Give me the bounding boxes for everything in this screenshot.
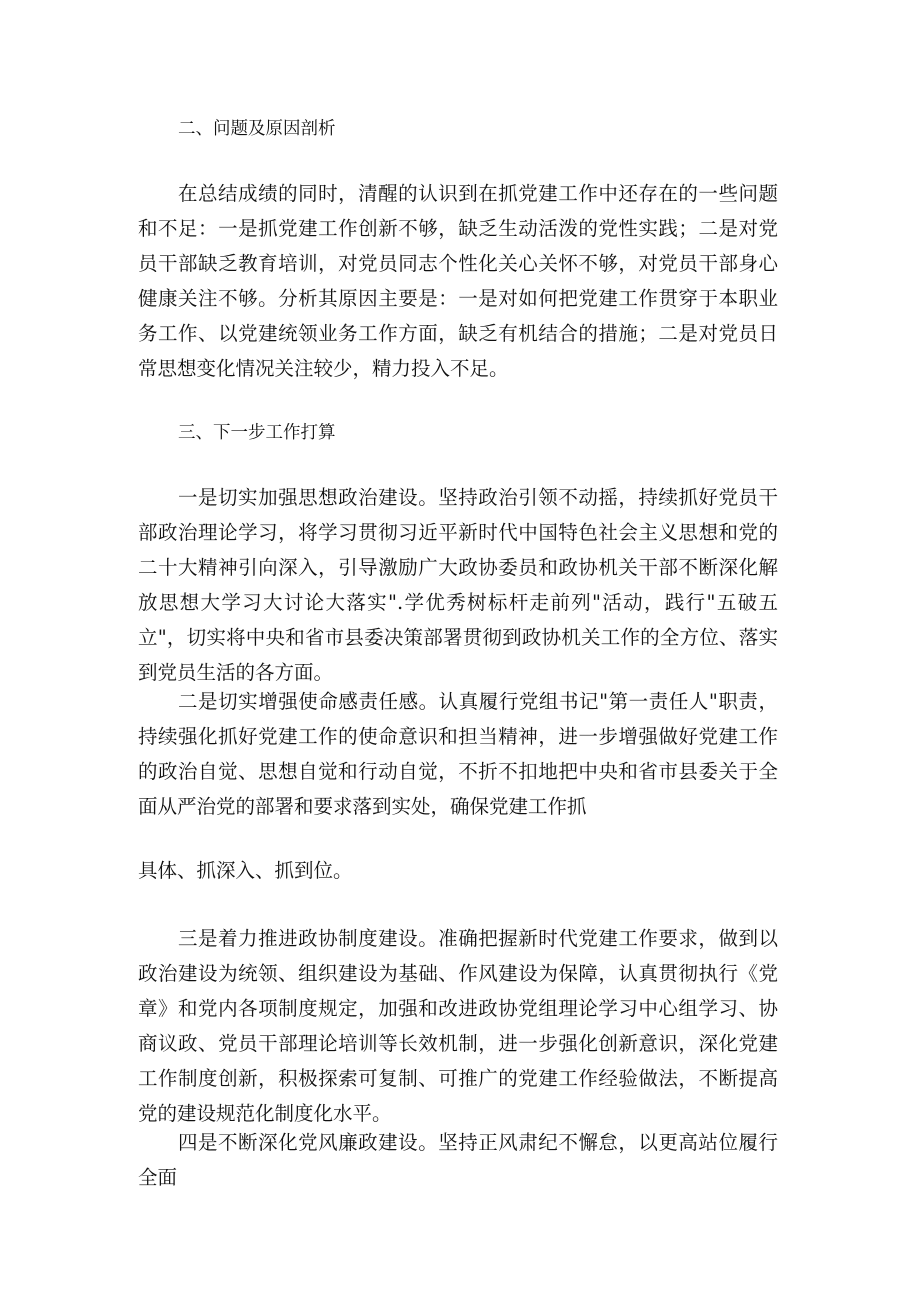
paragraph-responsibility-continued: 具体、抓深入、抓到位。 <box>138 859 353 882</box>
paragraph-responsibility: 二是切实增强使命感责任感。认真履行党组书记"第一责任人"职责，持续强化抓好党建工作的使命意识和担当精神，进一步增强做好党建工作的政治自觉、思想自觉和行动自觉，不折不扣地把中央和省市县委关于全面从严治党的部署和要求落到实处，确保党建工作抓 <box>138 690 778 818</box>
paragraph-ideological-building: 一是切实加强思想政治建设。坚持政治引领不动摇，持续抓好党员干部政治理论学习，将学习贯彻习近平新时代中国特色社会主义思想和党的二十大精神引向深入，引导激励广大政协委员和政协机关干部不断深化解放思想大学习大讨论大落实".学优秀树标杆走前列"活动，践行"五破五立"，切实将中央和省市县委决策部署贯彻到政协机关工作的全方位、落实到党员生活的各方面。 <box>138 486 778 684</box>
paragraph-problems-analysis: 在总结成绩的同时，清醒的认识到在抓党建工作中还存在的一些问题和不足：一是抓党建工作创新不够，缺乏生动活泼的党性实践；二是对党员干部缺乏教育培训，对党员同志个性化关心关怀不够，对党员干部身心健康关注不够。分析其原因主要是：一是对如何把党建工作贯穿于本职业务工作、以党建统领业务工作方面，缺乏有机结合的措施；二是对党员日常思想变化情况关注较少，精力投入不足。 <box>138 182 778 380</box>
paragraph-system-building: 三是着力推进政协制度建设。准确把握新时代党建工作要求，做到以政治建设为统领、组织建设为基础、作风建设为保障，认真贯彻执行《党章》和党内各项制度规定，加强和改进政协党组理论学习中心组学习、协商议政、党员干部理论培训等长效机制，进一步强化创新意识，深化党建工作制度创新，积极探索可复制、可推广的党建工作经验做法，不断提高党的建设规范化制度化水平。 <box>138 927 778 1125</box>
section-heading-problems: 二、问题及原因剖析 <box>178 119 336 139</box>
paragraph-integrity-building: 四是不断深化党风廉政建设。坚持正风肃纪不懈怠，以更高站位履行全面 <box>138 1131 778 1189</box>
section-heading-next-steps: 三、下一步工作打算 <box>178 423 336 443</box>
